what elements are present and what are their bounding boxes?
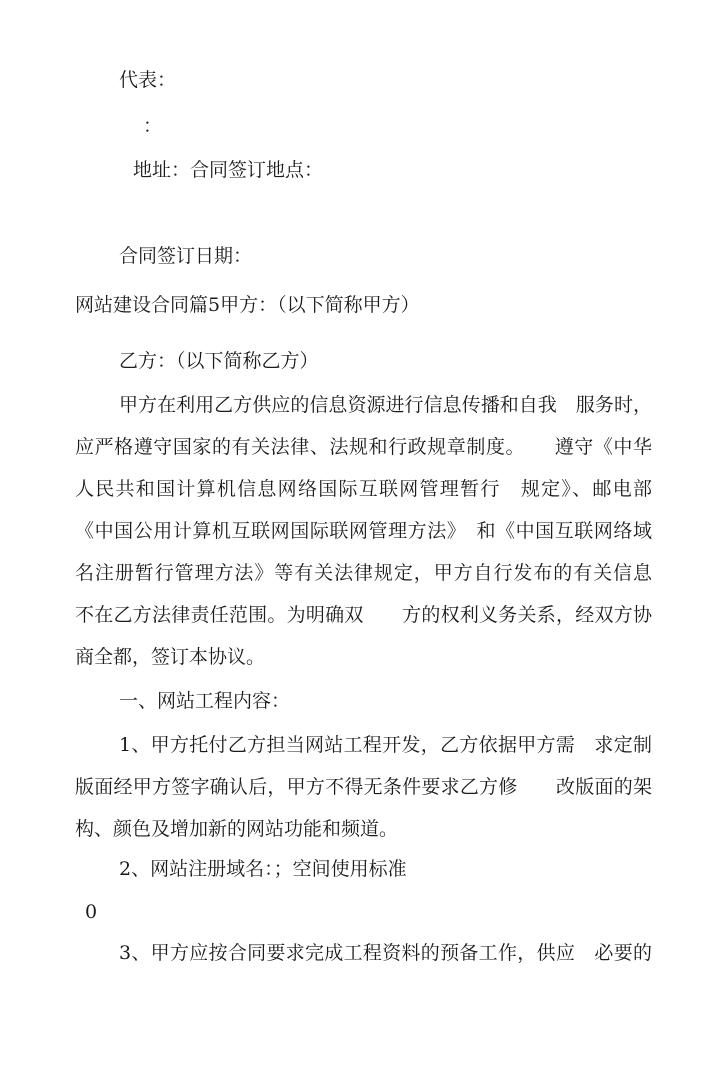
representative-label: 代表： (119, 69, 177, 91)
party-b-line: 乙方：（以下简称乙方） (119, 350, 319, 372)
paragraph-line: 1、甲方托付乙方担当网站工程开发，乙方依据甲方需 求定制 (119, 734, 652, 756)
paragraph-line: 应严格遵守国家的有关法律、法规和行政规章制度。 遵守《中华 (75, 436, 652, 458)
zero-line: 0 (85, 901, 98, 923)
contract-heading: 网站建设合同篇5甲方：（以下简称甲方） (75, 294, 420, 316)
contract-date-line: 合同签订日期： (119, 245, 253, 267)
address-line: 地址：合同签订地点： (133, 159, 324, 181)
paragraph-line: 商全都，签订本协议。 (75, 646, 266, 668)
paragraph-line: 《中国公用计算机互联网国际联网管理方法》 和《中国互联网络域 (75, 520, 652, 542)
paragraph-line: 不在乙方法律责任范围。为明确双 方的权利义务关系，经双方协 (75, 604, 652, 626)
paragraph-line: 构、颜色及增加新的网站功能和频道。 (75, 818, 399, 840)
domain-line: 2、网站注册域名：；空间使用标准 (119, 858, 407, 880)
paragraph-line: 名注册暂行管理方法》等有关法律规定，甲方自行发布的有关信息 (75, 562, 652, 584)
paragraph-line: 甲方在利用乙方供应的信息资源进行信息传播和自我 服务时， (119, 394, 652, 416)
paragraph-line: 人民共和国计算机信息网络国际互联网管理暂行 规定》、邮电部 (75, 478, 652, 500)
paragraph-line: 3、甲方应按合同要求完成工程资料的预备工作，供应 必要的 (119, 942, 652, 964)
colon-line: ： (143, 115, 163, 137)
paragraph-line: 版面经甲方签字确认后，甲方不得无条件要求乙方修 改版面的架 (75, 776, 652, 798)
section-heading: 一、网站工程内容： (119, 690, 291, 712)
